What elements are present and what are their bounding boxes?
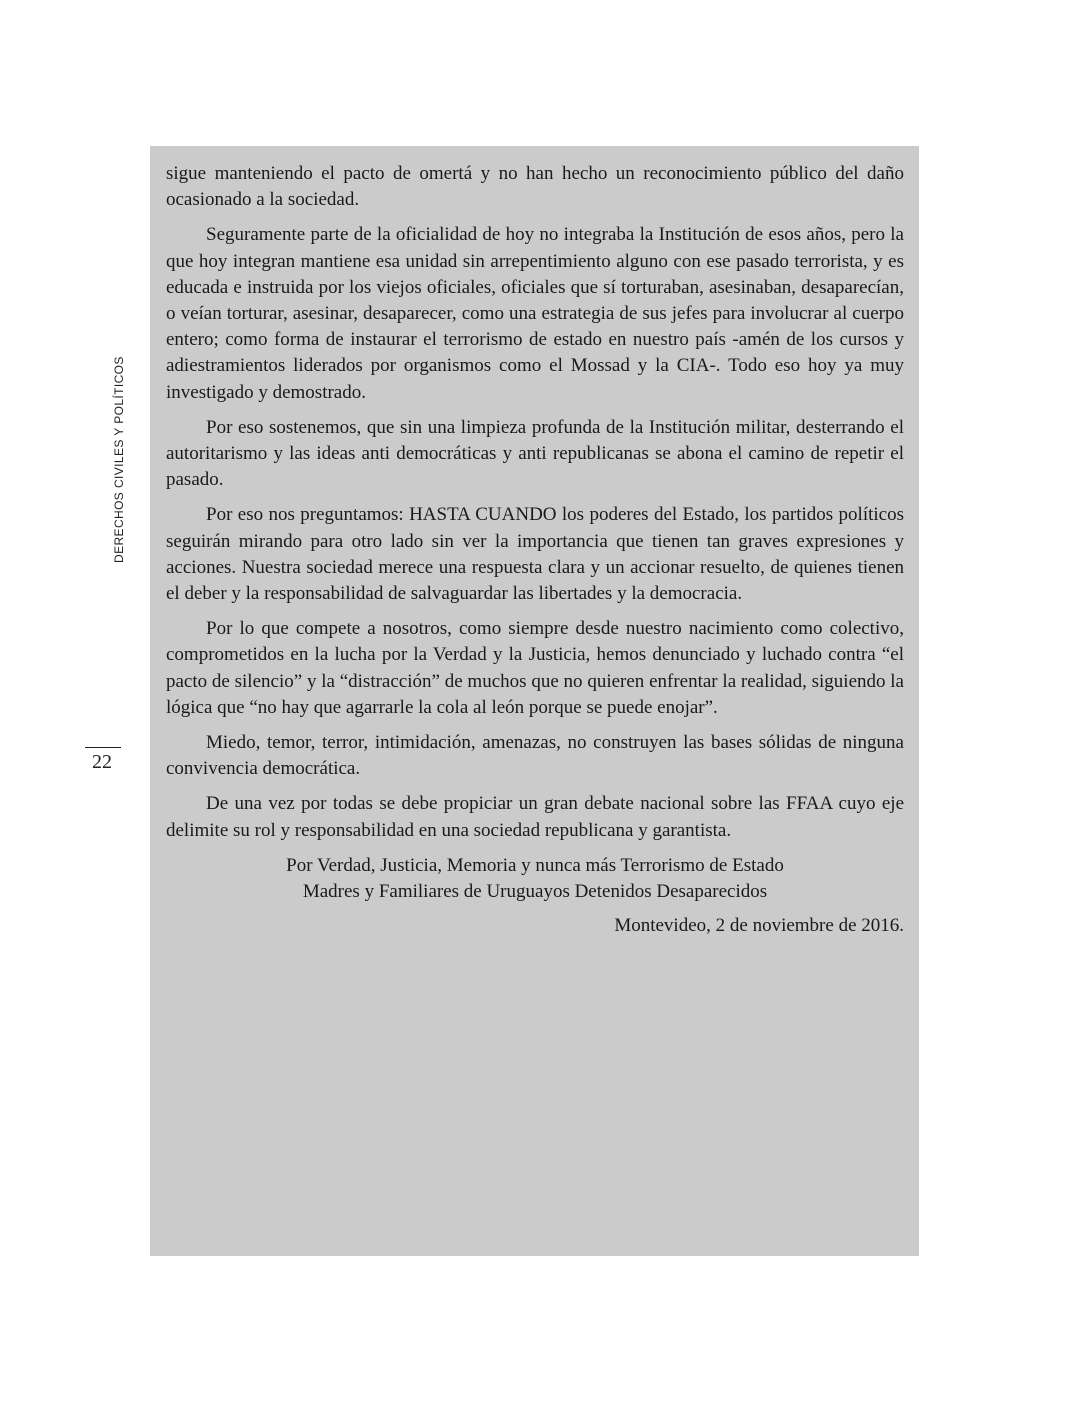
- article-body: [166, 161, 904, 939]
- side-header: [0, 0, 140, 1409]
- paragraph: Por eso nos preguntamos: HASTA CUANDO los poderes del Estado, los partidos políticos seguirán mirando para otro lado sin ver la importancia que tienen tan graves expresiones y acciones. Nuestra sociedad merece una respuesta clara y un accionar resuelto, de quienes tienen el deber y la responsabilidad de salvaguardar las libertades y la democracia.: [166, 504, 904, 605]
- running-section-title: DERECHOS CIVILES Y POLÍTICOS: [112, 356, 126, 563]
- paragraph: De una vez por todas se debe propiciar un gran debate nacional sobre las FFAA cuyo eje delimite su rol y responsabilidad en una sociedad republicana y garantista.: [166, 793, 904, 841]
- signatory-organization: Madres y Familiares de Uruguayos Detenidos Desaparecidos: [302, 881, 768, 903]
- paragraph: Miedo, temor, terror, intimidación, amenazas, no construyen las bases sólidas de ninguna convivencia democrática.: [166, 732, 904, 780]
- place-and-date: Montevideo, 2 de noviembre de 2016.: [614, 915, 904, 937]
- paragraph: sigue manteniendo el pacto de omertá y no han hecho un reconocimiento público del daño ocasionado a la sociedad.: [166, 163, 904, 211]
- page-number: 22: [92, 751, 112, 773]
- paragraph: Seguramente parte de la oficialidad de hoy no integraba la Institución de esos años, pero la que hoy integran mantiene esa unidad sin arrepentimiento alguno con ese pasado terrorista, y es educada e instruida por los viejos oficiales, oficiales que sí torturaban, asesinaban, desaparecían, o veían torturar, asesinar, desaparecer, como una estrategia de sus jefes para involucrar al cuerpo entero; como forma de instaurar el terrorismo de estado en nuestro país -amén de los cursos y adiestramientos liderados por organismos como el Mossad y la CIA-. Todo eso hoy ya muy investigado y demostrado.: [166, 224, 904, 403]
- page-number-rule: [85, 747, 121, 748]
- paragraph: Por eso sostenemos, que sin una limpieza profunda de la Institución militar, desterrando el autoritarismo y las ideas anti democráticas y anti republicanas se abona el camino de repetir el pasado.: [166, 416, 904, 491]
- paragraph: Por lo que compete a nosotros, como siempre desde nuestro nacimiento como colectivo, comprometidos en la lucha por la Verdad y la Justicia, hemos denunciado y luchado contra “el pacto de silencio” y la “distracción” de muchos que no quieren enfrentar la realidad, siguiendo la lógica que “no hay que agarrarle la cola al león porque se puede enojar”.: [166, 618, 904, 718]
- closing-motto: Por Verdad, Justicia, Memoria y nunca más Terrorismo de Estado: [286, 854, 784, 876]
